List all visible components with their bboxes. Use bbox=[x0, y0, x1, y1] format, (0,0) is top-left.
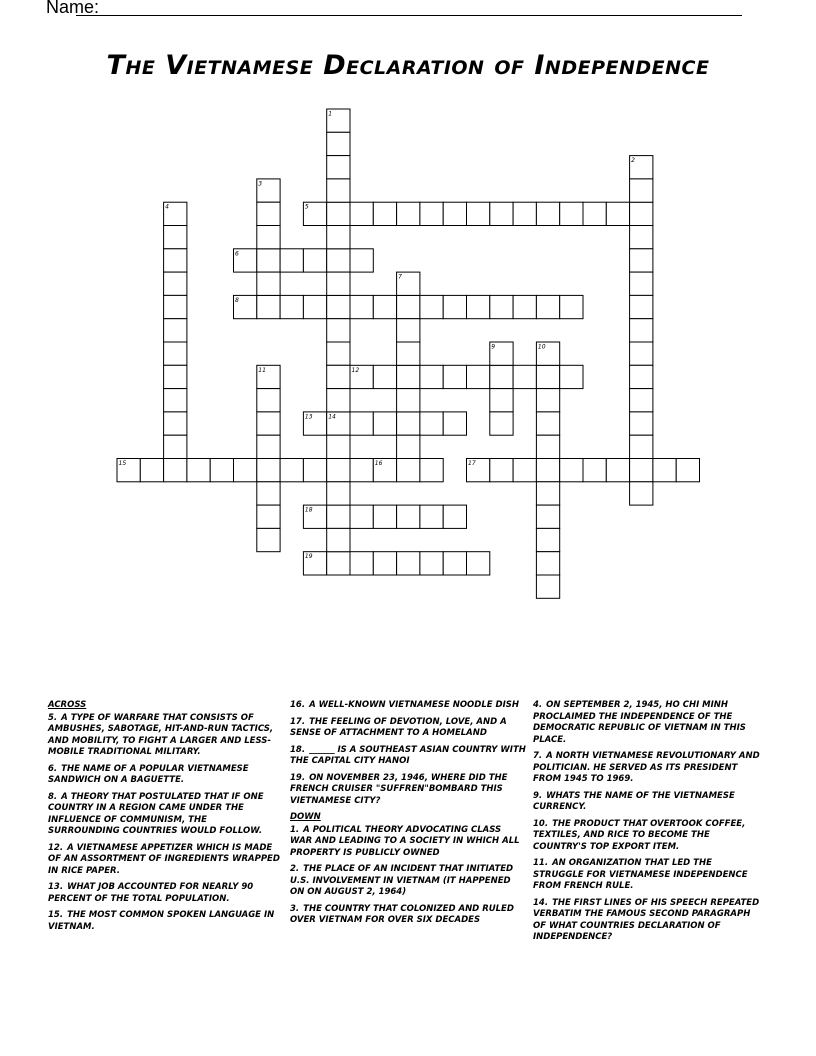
grid-cell[interactable] bbox=[397, 412, 420, 435]
grid-cell[interactable] bbox=[653, 459, 676, 482]
grid-cell[interactable] bbox=[536, 505, 559, 528]
grid-cell[interactable] bbox=[187, 459, 210, 482]
grid-cell[interactable] bbox=[327, 202, 350, 225]
grid-number: 19 bbox=[304, 553, 313, 561]
grid-cell[interactable] bbox=[397, 389, 420, 412]
grid-cell[interactable] bbox=[630, 202, 653, 225]
clue-down-9: 9. WHATS THE NAME OF THE VIETNAMESE CURRENCY. bbox=[533, 790, 735, 812]
grid-cell[interactable] bbox=[606, 202, 629, 225]
grid-number: 12 bbox=[351, 366, 360, 374]
grid-cell[interactable] bbox=[327, 435, 350, 458]
clue-down-2: 2. THE PLACE OF AN INCIDENT THAT INITIATED U.S. INVOLVEMENT IN VIETNAM (IT HAPPENED ON ON AUGUST 2, 1964) bbox=[290, 864, 514, 897]
grid-cell[interactable] bbox=[630, 412, 653, 435]
grid-cell[interactable] bbox=[490, 295, 513, 318]
clue-across-17: 17. THE FEELING OF DEVOTION, LOVE, AND A SENSE OF ATTACHMENT TO A HOMELAND bbox=[290, 716, 507, 738]
grid-cell[interactable] bbox=[467, 295, 490, 318]
grid-cell[interactable] bbox=[164, 272, 187, 295]
grid-cell[interactable] bbox=[327, 528, 350, 551]
down-heading: DOWN bbox=[290, 812, 321, 822]
clue-down-7: 7. A NORTH VIETNAMESE REVOLUTIONARY AND POLITICIAN. HE SERVED AS ITS PRESIDENT FROM 1945 TO 1969. bbox=[533, 751, 760, 784]
grid-cell[interactable] bbox=[536, 435, 559, 458]
grid-cell[interactable] bbox=[280, 459, 303, 482]
grid-cell[interactable] bbox=[327, 505, 350, 528]
grid-cell[interactable] bbox=[583, 459, 606, 482]
grid-cell[interactable] bbox=[280, 249, 303, 272]
grid-cell[interactable] bbox=[490, 202, 513, 225]
grid-cell[interactable] bbox=[164, 365, 187, 388]
grid-cell[interactable] bbox=[327, 319, 350, 342]
grid-cell[interactable] bbox=[630, 226, 653, 249]
grid-cell[interactable] bbox=[513, 459, 536, 482]
grid-cell[interactable] bbox=[420, 365, 443, 388]
grid-cell[interactable] bbox=[536, 295, 559, 318]
grid-cell[interactable] bbox=[630, 319, 653, 342]
grid-cell[interactable] bbox=[257, 272, 280, 295]
grid-number: 1 bbox=[328, 110, 333, 118]
grid-cell[interactable] bbox=[536, 365, 559, 388]
grid-cell[interactable] bbox=[397, 295, 420, 318]
grid-cell[interactable] bbox=[443, 295, 466, 318]
grid-cell[interactable] bbox=[397, 552, 420, 575]
clue-down-14: 14. THE FIRST LINES OF HIS SPEECH REPEATED VERBATIM THE FAMOUS SECOND PARAGRAPH OF WHAT COUNTRIES DECLARATION OF INDEPENDENCE? bbox=[533, 897, 760, 942]
grid-number: 15 bbox=[118, 460, 127, 467]
grid-cell[interactable] bbox=[490, 365, 513, 388]
grid-cell[interactable] bbox=[373, 202, 396, 225]
grid-cell[interactable] bbox=[560, 202, 583, 225]
grid-cell[interactable] bbox=[560, 459, 583, 482]
grid-cell[interactable] bbox=[490, 412, 513, 435]
grid-cell[interactable] bbox=[630, 179, 653, 202]
clue-across-19: 19. ON NOVEMBER 23, 1946, WHERE DID THE FRENCH CRUISER "SUFFREN"BOMBARD THIS VIETNAMESE CITY? bbox=[290, 772, 508, 806]
grid-cell[interactable] bbox=[397, 319, 420, 342]
clue-across-15: 15. THE MOST COMMON SPOKEN LANGUAGE IN VIETNAM. bbox=[48, 910, 275, 932]
clue-across-8: 8. A THEORY THAT POSTULATED THAT IF ONE COUNTRY IN A REGION CAME UNDER THE INFLUENCE OF COMMUNISM, THE SURROUNDING COUNTRIES WOULD FOLLOW. bbox=[48, 791, 264, 836]
grid-cell[interactable] bbox=[490, 459, 513, 482]
grid-number: 14 bbox=[328, 413, 336, 421]
across-heading: ACROSS bbox=[48, 700, 87, 710]
clue-across-13: 13. WHAT JOB ACCOUNTED FOR NEARLY 90 PERCENT OF THE TOTAL POPULATION. bbox=[48, 882, 254, 904]
clue-down-1: 1. A POLITICAL THEORY ADVOCATING CLASS WAR AND LEADING TO A SOCIETY IN WHICH ALL PROPERTY IS PUBLICLY OWNED bbox=[290, 824, 520, 858]
grid-cell[interactable] bbox=[443, 552, 466, 575]
grid-cell[interactable] bbox=[513, 365, 536, 388]
grid-cell[interactable] bbox=[164, 295, 187, 318]
grid-cell[interactable] bbox=[303, 459, 326, 482]
grid-cell[interactable] bbox=[257, 459, 280, 482]
grid-cell[interactable] bbox=[536, 459, 559, 482]
grid-cell[interactable] bbox=[303, 295, 326, 318]
grid-cell[interactable] bbox=[630, 435, 653, 458]
grid-cell[interactable] bbox=[630, 459, 653, 482]
clue-down-4: 4. ON SEPTEMBER 2, 1945, HO CHI MINH PROCLAIMED THE INDEPENDENCE OF THE DEMOCRATIC REPUBLIC OF VIETNAM IN THIS PLACE. bbox=[533, 700, 746, 745]
grid-cell[interactable] bbox=[164, 342, 187, 365]
grid-cell[interactable] bbox=[327, 552, 350, 575]
grid-cell[interactable] bbox=[280, 295, 303, 318]
grid-cell[interactable] bbox=[257, 528, 280, 551]
grid-cell[interactable] bbox=[630, 249, 653, 272]
grid-cell[interactable] bbox=[327, 459, 350, 482]
grid-number: 17 bbox=[468, 460, 476, 467]
grid-cell[interactable] bbox=[164, 459, 187, 482]
grid-cell[interactable] bbox=[420, 459, 443, 482]
grid-cell[interactable] bbox=[257, 505, 280, 528]
grid-cell[interactable] bbox=[350, 459, 373, 482]
page-title: The Vietnamese Declaration of Independence bbox=[106, 50, 710, 81]
grid-cell[interactable] bbox=[373, 295, 396, 318]
grid-cell[interactable] bbox=[583, 202, 606, 225]
grid-number: 6 bbox=[235, 250, 239, 258]
grid-cell[interactable] bbox=[536, 575, 559, 598]
grid-cell[interactable] bbox=[397, 202, 420, 225]
grid-cell[interactable] bbox=[397, 459, 420, 482]
grid-cell[interactable] bbox=[327, 179, 350, 202]
clue-across-16: 16. A WELL-KNOWN VIETNAMESE NOODLE DISH bbox=[290, 700, 519, 710]
grid-cell[interactable] bbox=[327, 132, 350, 155]
grid-cell[interactable] bbox=[327, 226, 350, 249]
grid-cell[interactable] bbox=[420, 412, 443, 435]
grid-cell[interactable] bbox=[513, 295, 536, 318]
grid-cell[interactable] bbox=[164, 389, 187, 412]
grid-cell[interactable] bbox=[676, 459, 699, 482]
grid-cell[interactable] bbox=[303, 249, 326, 272]
clue-down-3: 3. THE COUNTRY THAT COLONIZED AND RULED OVER VIETNAM FOR OVER SIX DECADES bbox=[290, 903, 514, 925]
grid-cell[interactable] bbox=[606, 459, 629, 482]
clues-column-2 bbox=[290, 700, 526, 932]
grid-cell[interactable] bbox=[373, 365, 396, 388]
grid-cell[interactable] bbox=[536, 412, 559, 435]
clue-down-10: 10. THE PRODUCT THAT OVERTOOK COFFEE, TEXTILES, AND RICE TO BECOME THE COUNTRY'S TOP EXPORT ITEM. bbox=[533, 818, 746, 852]
grid-cell[interactable] bbox=[630, 482, 653, 505]
grid-number: 4 bbox=[165, 203, 169, 211]
grid-cell[interactable] bbox=[443, 505, 466, 528]
grid-cell[interactable] bbox=[164, 435, 187, 458]
name-label: Name: bbox=[46, 0, 100, 17]
grid-cell[interactable] bbox=[560, 295, 583, 318]
grid-number: 9 bbox=[491, 343, 496, 351]
grid-cell[interactable] bbox=[327, 365, 350, 388]
grid-cell[interactable] bbox=[373, 552, 396, 575]
grid-cell[interactable] bbox=[513, 202, 536, 225]
grid-cell[interactable] bbox=[420, 552, 443, 575]
grid-cell[interactable] bbox=[257, 295, 280, 318]
grid-cell[interactable] bbox=[327, 272, 350, 295]
grid-cell[interactable] bbox=[420, 505, 443, 528]
grid-cell[interactable] bbox=[467, 365, 490, 388]
grid-number: 5 bbox=[304, 203, 309, 211]
grid-cell[interactable] bbox=[536, 389, 559, 412]
grid-cell[interactable] bbox=[164, 226, 187, 249]
grid-cell[interactable] bbox=[257, 435, 280, 458]
grid-cell[interactable] bbox=[397, 342, 420, 365]
grid-number: 18 bbox=[304, 506, 313, 514]
grid-cell[interactable] bbox=[490, 389, 513, 412]
grid-number: 11 bbox=[258, 366, 266, 374]
grid-cell[interactable] bbox=[164, 319, 187, 342]
grid-number: 13 bbox=[304, 413, 313, 421]
grid-cell[interactable] bbox=[420, 202, 443, 225]
clues-column-3 bbox=[533, 700, 765, 949]
grid-cell[interactable] bbox=[257, 412, 280, 435]
clue-down-11: 11. AN ORGANIZATION THAT LED THE STRUGGLE FOR VIETNAMESE INDEPENDENCE FROM FRENCH RULE. bbox=[533, 858, 748, 891]
grid-cell[interactable] bbox=[210, 459, 233, 482]
clue-across-5: 5. A TYPE OF WARFARE THAT CONSISTS OF AMBUSHES, SABOTAGE, HIT-AND-RUN TACTICS, AND MOBILITY, TO FIGHT A LARGER AND LESS-MOBILE TRADITIONAL MILITARY. bbox=[48, 712, 274, 757]
grid-cell[interactable] bbox=[630, 389, 653, 412]
grid-cell[interactable] bbox=[630, 342, 653, 365]
grid-cell[interactable] bbox=[257, 389, 280, 412]
clue-across-18: 18. ______ IS A SOUTHEAST ASIAN COUNTRY WITH THE CAPITAL CITY HANOI bbox=[290, 744, 526, 766]
grid-cell[interactable] bbox=[443, 412, 466, 435]
grid-cell[interactable] bbox=[397, 435, 420, 458]
clue-across-12: 12. A VIETNAMESE APPETIZER WHICH IS MADE OF AN ASSORTMENT OF INGREDIENTS WRAPPED IN RICE PAPER. bbox=[48, 842, 280, 876]
grid-cell[interactable] bbox=[164, 249, 187, 272]
grid-cell[interactable] bbox=[350, 552, 373, 575]
grid-cell[interactable] bbox=[327, 482, 350, 505]
grid-cell[interactable] bbox=[397, 505, 420, 528]
grid-number: 2 bbox=[631, 157, 635, 165]
grid-cell[interactable] bbox=[234, 459, 257, 482]
grid-cell[interactable] bbox=[467, 202, 490, 225]
grid-number: 16 bbox=[374, 460, 383, 467]
grid-cell[interactable] bbox=[397, 365, 420, 388]
grid-cell[interactable] bbox=[373, 412, 396, 435]
grid-cell[interactable] bbox=[536, 482, 559, 505]
grid-cell[interactable] bbox=[257, 202, 280, 225]
grid-cell[interactable] bbox=[327, 389, 350, 412]
grid-cell[interactable] bbox=[350, 249, 373, 272]
grid-cell[interactable] bbox=[257, 482, 280, 505]
grid-number: 8 bbox=[235, 296, 239, 304]
grid-cell[interactable] bbox=[350, 505, 373, 528]
grid-cell[interactable] bbox=[443, 202, 466, 225]
grid-cell[interactable] bbox=[443, 365, 466, 388]
grid-cell[interactable] bbox=[536, 552, 559, 575]
grid-cell[interactable] bbox=[257, 249, 280, 272]
grid-number: 3 bbox=[258, 180, 263, 188]
grid-cell[interactable] bbox=[350, 412, 373, 435]
grid-cell[interactable] bbox=[327, 156, 350, 179]
grid-cell[interactable] bbox=[257, 226, 280, 249]
grid-cell[interactable] bbox=[140, 459, 163, 482]
grid-cell[interactable] bbox=[327, 295, 350, 318]
grid-cell[interactable] bbox=[630, 272, 653, 295]
grid-cell[interactable] bbox=[630, 365, 653, 388]
grid-cell[interactable] bbox=[327, 342, 350, 365]
grid-cell[interactable] bbox=[560, 365, 583, 388]
grid-number: 7 bbox=[398, 273, 402, 281]
grid-cell[interactable] bbox=[467, 552, 490, 575]
grid-number: 10 bbox=[537, 343, 546, 351]
grid-cell[interactable] bbox=[350, 295, 373, 318]
grid-cell[interactable] bbox=[420, 295, 443, 318]
grid-cell[interactable] bbox=[373, 505, 396, 528]
clue-across-6: 6. THE NAME OF A POPULAR VIETNAMESE SANDWICH ON A BAGUETTE. bbox=[48, 763, 249, 785]
clues-column-1 bbox=[48, 700, 280, 938]
grid-cell[interactable] bbox=[164, 412, 187, 435]
grid-cell[interactable] bbox=[327, 249, 350, 272]
grid-cell[interactable] bbox=[536, 528, 559, 551]
grid-cell[interactable] bbox=[536, 202, 559, 225]
grid-cell[interactable] bbox=[350, 202, 373, 225]
grid-cell[interactable] bbox=[630, 295, 653, 318]
